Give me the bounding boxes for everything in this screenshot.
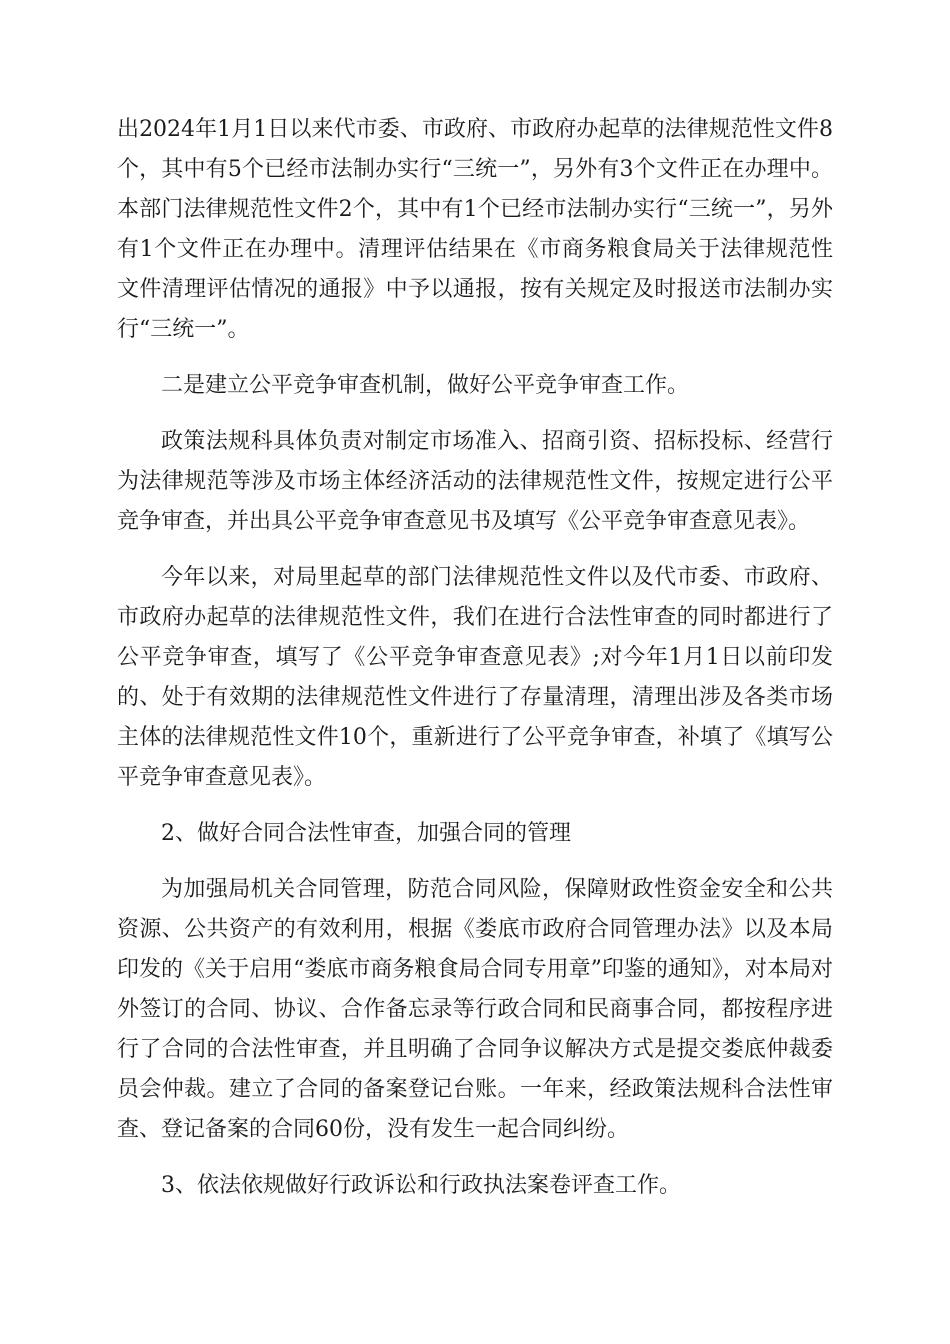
- paragraph-review-progress: 今年以来，对局里起草的部门法律规范性文件以及代市委、市政府、市政府办起草的法律规范性文件，我们在进行合法性审查的同时都进行了公平竞争审查，填写了《公平竞争审查意见表》;对今年1月1日以前印发的、处于有效期的法律规范性文件进行了存量清理，清理出涉及各类市场主体的法律规范性文件10个，重新进行了公平竞争审查，补填了《填写公平竞争审查意见表》。: [117, 565, 833, 790]
- paragraph-contract-management: 为加强局机关合同管理，防范合同风险，保障财政性资金安全和公共资源、公共资产的有效利用，根据《娄底市政府合同管理办法》以及本局印发的《关于启用“娄底市商务粮食局合同专用章”印鉴的通知》，对本局对外签订的合同、协议、合作备忘录等行政合同和民商事合同，都按程序进行了合同的合法性审查，并且明确了合同争议解决方式是提交娄底仲裁委员会仲裁。建立了合同的备案登记台账。一年来，经政策法规科合法性审查、登记备案的合同60份，没有发生一起合同纠纷。: [117, 877, 833, 1142]
- paragraph-continued-cleanup: 出2024年1月1日以来代市委、市政府、市政府办起草的法律规范性文件8个，其中有5个已经市法制办实行“三统一”，另外有3个文件正在办理中。本部门法律规范性文件2个，其中有1个已经市法制办实行“三统一”，另外有1个文件正在办理中。清理评估结果在《市商务粮食局关于法律规范性文件清理评估情况的通报》中予以通报，按有关规定及时报送市法制办实行“三统一”。: [117, 117, 833, 342]
- paragraph-policy-office-duty: 政策法规科具体负责对制定市场准入、招商引资、招标投标、经营行为法律规范等涉及市场主体经济活动的法律规范性文件，按规定进行公平竞争审查，并出具公平竞争审查意见书及填写《公平竞争审查意见表》。: [117, 429, 833, 534]
- paragraph-heading-fair-competition: 二是建立公平竞争审查机制，做好公平竞争审查工作。: [161, 373, 690, 398]
- document-body: [117, 110, 833, 1206]
- paragraph-heading-litigation: 3、依法依规做好行政诉讼和行政执法案卷评查工作。: [161, 1173, 681, 1198]
- paragraph-heading-contract-review: 2、做好合同合法性审查，加强合同的管理: [161, 821, 571, 846]
